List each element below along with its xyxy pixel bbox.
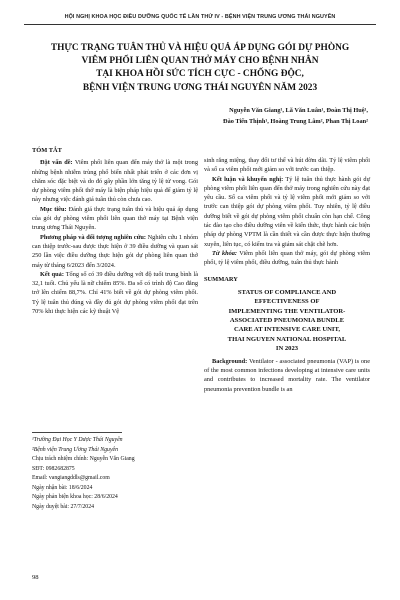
methods-label: Phương pháp và đối tượng nghiên cứu:	[40, 233, 146, 241]
english-title-line: STATUS OF COMPLIANCE AND	[237, 288, 337, 296]
background-en-text: Ventilator - associated pneumonia (VAP) is one of the most common infections developing at intensive care units and contributes to increased mortality rate. The ventilator pneumonia prevention bundle is an	[204, 357, 370, 393]
footnote-corresponding: Chịu trách nhiệm chính: Nguyễn Văn Giang	[32, 456, 135, 462]
results-text: Tổng số có 39 điều dưỡng với độ tuổi trung bình là 32,1 tuổi. Chủ yếu là nữ chiếm 85%. Đa số có trình độ Cao đẳng trở lên chiếm 88,7%. Chỉ 41% biết về gói dự phòng viêm phổi. Tỷ lệ tuân thủ đúng và đầy đủ gói dự phòng viêm phổi đạt trên 70% khi thực hiện các kỹ thuật Vệ	[32, 270, 198, 316]
conclusion-label: Kết luận và khuyến nghị:	[212, 175, 284, 183]
methods-paragraph	[32, 233, 198, 270]
header-divider	[24, 24, 376, 25]
footnote-accepted: Ngày duyệt bài: 27/7/2024	[32, 503, 94, 510]
english-title-line: THAI NGUYEN NATIONAL HOSPITAL	[227, 335, 347, 343]
background-en-label: Background:	[212, 357, 248, 365]
footnote-reviewed: Ngày phản biện khoa học: 28/6/2024	[32, 494, 118, 500]
summary-heading-en: SUMMARY	[204, 275, 238, 283]
page-number: 98	[32, 574, 39, 581]
title-line: THỰC TRẠNG TUÂN THỦ VÀ HIỆU QUẢ ÁP DỤNG GÓI DỰ PHÒNG	[50, 43, 350, 53]
methods-text: Nghiên cứu 1 nhóm can thiệp trước-sau được thực hiện ở 39 điều dưỡng và quan sát 250 lần việc điều dưỡng thực hiện gói dự phòng liên quan thở máy từ tháng 6/2023 đến 3/2024.	[32, 233, 198, 269]
footnote-phone: SĐT: 0982682875	[32, 465, 75, 472]
objective-label: Mục tiêu:	[40, 205, 67, 213]
footnotes	[32, 436, 198, 512]
background-en-paragraph	[204, 357, 370, 394]
footnote-affiliation-1: ¹Trường Đại Học Y Dược Thái Nguyên	[32, 437, 123, 443]
objective-text: Đánh giá thực trạng tuân thủ và hiệu quả áp dụng của gói dự phòng viêm phổi liên quan thở máy tại Bệnh viện trung ương Thái Nguyên.	[32, 205, 198, 232]
keywords-label: Từ khóa:	[212, 249, 238, 257]
english-title-line: IMPLEMENTING THE VENTILATOR-	[228, 307, 346, 315]
english-title-line: EFFECTIVENESS OF	[254, 298, 320, 306]
background-paragraph	[32, 158, 198, 204]
footnote-received: Ngày nhận bài: 18/6/2024	[32, 484, 93, 491]
english-title-line: ASSOCIATED PNEUMONIA BUNDLE	[229, 317, 345, 325]
conclusion-paragraph	[204, 175, 370, 249]
keywords-paragraph	[204, 249, 370, 268]
title-line: TẠI KHOA HỒI SỨC TÍCH CỰC - CHỐNG ĐỘC,	[96, 69, 304, 80]
summary-heading-vi: TÓM TẮT	[32, 147, 62, 154]
title-line: BỆNH VIỆN TRUNG ƯƠNG THÁI NGUYÊN NĂM 2023	[82, 82, 318, 93]
author-list	[108, 106, 368, 127]
background-text: Viêm phổi liên quan đến máy thở là một trong những bệnh nhiễm trùng phổ biến nhất phát triển ở các đơn vị chăm sóc đặc biệt và do đó gây phần lớn tăng tỷ lệ tử vong. Gói dự phòng viêm phổi thở máy là biện pháp hiệu quả để giảm tỷ lệ này nhưng việc đánh giá tuân thủ còn chưa cao.	[32, 159, 198, 204]
left-column	[32, 146, 198, 316]
results-label: Kết quả:	[40, 270, 64, 278]
footnote-email: Email: vangiangddls@gmail.com	[32, 475, 110, 481]
author-line: Nguyễn Văn Giang¹, Lã Văn Luân¹, Đoàn Thị Huệ¹,	[229, 107, 368, 114]
footnote-affiliation-2: ²Bệnh viện Trung Ương Thái Nguyên	[32, 446, 119, 453]
english-title	[204, 288, 370, 354]
results-continued	[204, 156, 370, 175]
results-paragraph	[32, 270, 198, 316]
title-line: VIÊM PHỔI LIÊN QUAN THỞ MÁY CHO BỆNH NHÂN	[81, 56, 319, 67]
objective-paragraph	[32, 205, 198, 233]
conclusion-text: Tỷ lệ tuân thủ thực hành gói dự phòng viêm phổi liên quan đến thở máy trong nghiên cứu này đạt yêu cầu. Số ca viêm phổi và tỷ lệ viêm phổi mới giảm so với trước can thiệp gói dự phòng viêm phổi. Tuy nhiên, tỷ lệ điều dưỡng biết về gói dự phòng viêm phổi chuẩn còn hạn chế. Công tác đào tạo cho điều dưỡng viên về kiến thức, thực hành các biện pháp dự phòng VPTM là cần thiết và cần được thực hiện thường xuyên, liên tục, có kiểm tra và giám sát chặt chẽ hơn.	[204, 175, 370, 248]
article-title	[30, 42, 370, 95]
running-header: HỘI NGHỊ KHOA HỌC ĐIỀU DƯỠNG QUỐC TẾ LẦN THỨ IV - BỆNH VIỆN TRUNG ƯƠNG THÁI NGUYÊN	[64, 14, 336, 20]
author-line: Đào Tiến Thịnh¹, Hoàng Trung Lâm², Phan Thị Loan²	[223, 117, 368, 125]
english-title-line: CARE AT INTENSIVE CARE UNIT,	[233, 326, 341, 334]
background-label: Đặt vấn đề:	[40, 159, 73, 167]
results-continued-text: sinh răng miệng, thay đổi tư thế và hút đờm dãi. Tỷ lệ viêm phổi và số ca viêm phổi mới giảm so với trước can thiệp.	[204, 157, 370, 174]
english-title-line: IN 2023	[275, 345, 299, 353]
footnote-divider	[32, 432, 122, 433]
keywords-text: Viêm phổi liên quan thở máy, gói dự phòng viêm phổi, tỷ lệ viêm phổi, điều dưỡng, tuân thủ thực hành	[204, 249, 370, 267]
right-column	[204, 156, 370, 394]
